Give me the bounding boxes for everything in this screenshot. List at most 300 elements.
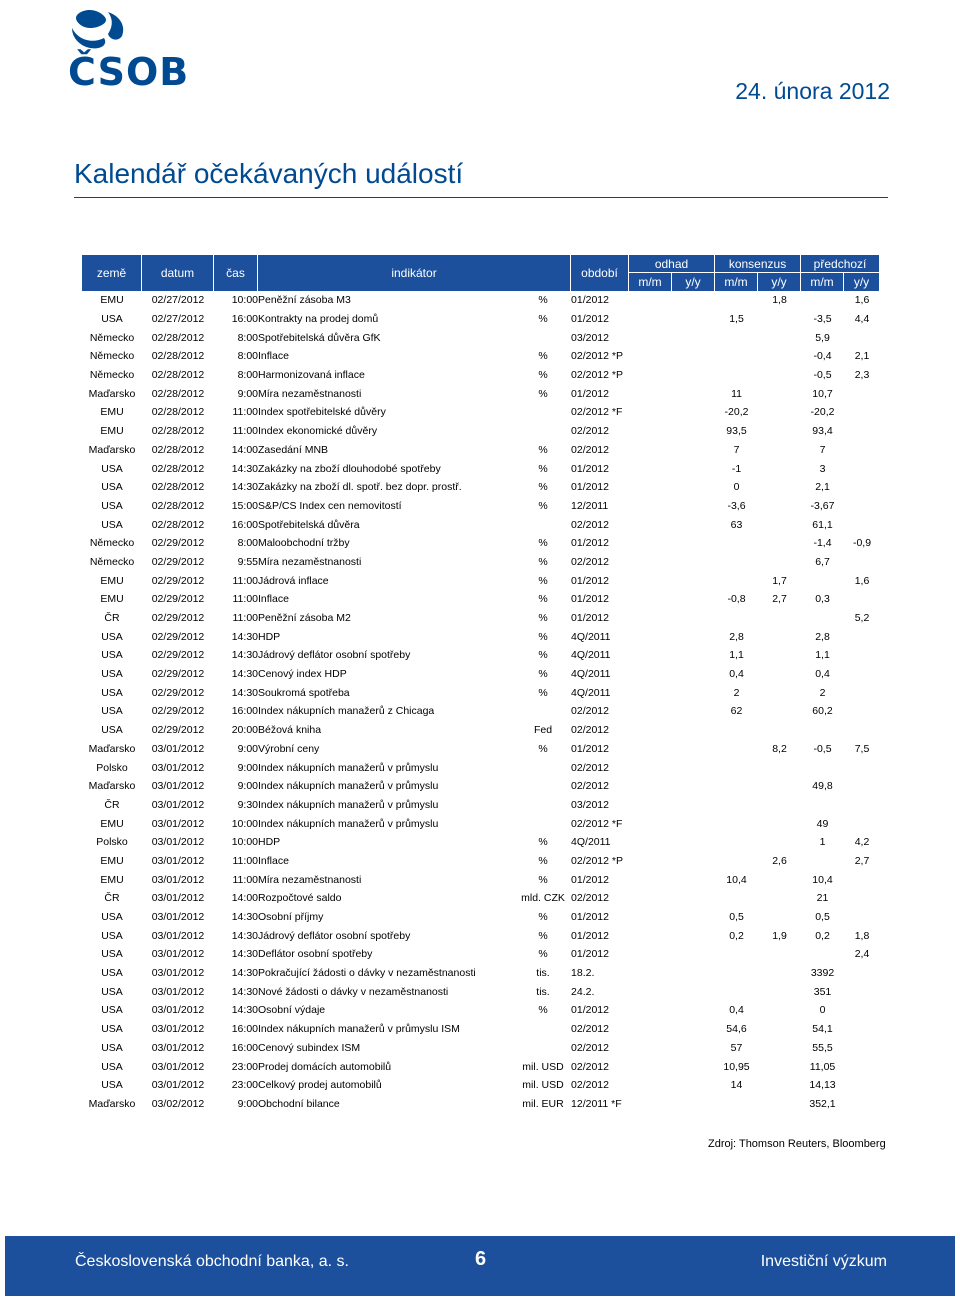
cell-date: 02/29/2012 <box>151 555 205 568</box>
cell-time: 14:30 <box>231 649 258 662</box>
cell-indicator: Spotřebitelská důvěra <box>258 518 360 531</box>
cell-previous-mm: 49,8 <box>812 780 833 793</box>
cell-unit: % <box>538 649 548 662</box>
cell-date: 02/28/2012 <box>151 369 205 382</box>
cell-previous-yy <box>844 515 880 534</box>
cell-indicator: Jádrový deflátor osobní spotřeby <box>258 929 411 942</box>
table-row <box>82 441 880 460</box>
cell-period: 12/2011 *F <box>571 1097 622 1110</box>
cell-estimate-yy <box>672 291 715 310</box>
cell-indicator: Inflace <box>258 350 289 363</box>
cell-country: ČR <box>104 892 120 905</box>
cell-period: 01/2012 <box>571 742 609 755</box>
cell-previous-yy: 2,1 <box>854 350 870 363</box>
cell-country: EMU <box>100 294 124 307</box>
cell-date: 02/28/2012 <box>151 387 205 400</box>
cell-estimate-yy <box>672 627 715 646</box>
cell-country: Maďarsko <box>88 1097 136 1110</box>
cell-previous-mm: 3 <box>819 462 826 475</box>
cell-previous-mm: -0,4 <box>813 350 832 363</box>
cell-consensus-mm <box>715 814 758 833</box>
cell-consensus-mm <box>715 571 758 590</box>
cell-estimate-yy <box>672 497 715 516</box>
table-row <box>82 515 880 534</box>
cell-time: 16:00 <box>231 1023 258 1036</box>
cell-estimate-yy <box>672 758 715 777</box>
cell-date: 02/28/2012 <box>151 443 205 456</box>
table-row <box>82 889 880 908</box>
cell-unit: % <box>538 350 548 363</box>
cell-time: 14:30 <box>231 929 258 942</box>
cell-period: 02/2012 *F <box>571 406 623 419</box>
cell-consensus-mm: 57 <box>730 1041 743 1054</box>
cell-previous-mm: 1,1 <box>815 649 830 662</box>
cell-country: Německo <box>89 369 135 382</box>
footer-department: Investiční výzkum <box>760 1253 887 1270</box>
cell-period: 01/2012 <box>571 873 609 886</box>
cell-previous-mm <box>801 796 844 815</box>
cell-consensus-mm <box>715 758 758 777</box>
cell-time: 9:00 <box>237 387 258 400</box>
cell-time: 10:00 <box>231 294 258 307</box>
cell-previous-yy <box>844 403 880 422</box>
report-date: 24. února 2012 <box>735 78 890 104</box>
cell-estimate-yy <box>672 515 715 534</box>
cell-time: 9:00 <box>237 780 258 793</box>
cell-previous-mm: -0,5 <box>813 742 832 755</box>
cell-date: 03/01/2012 <box>151 780 205 793</box>
cell-unit <box>515 814 571 833</box>
cell-consensus-yy <box>758 721 801 740</box>
cell-unit <box>515 1020 571 1039</box>
cell-date: 02/29/2012 <box>151 705 205 718</box>
cell-country: USA <box>101 481 123 494</box>
cell-consensus-yy <box>758 478 801 497</box>
cell-country: ČR <box>104 612 120 625</box>
table-row <box>82 665 880 684</box>
cell-previous-mm: 49 <box>816 817 829 830</box>
cell-date: 02/29/2012 <box>151 686 205 699</box>
cell-consensus-yy <box>758 665 801 684</box>
footer-bank-name: Československá obchodní banka, a. s. <box>75 1253 349 1270</box>
table-row <box>82 1095 880 1114</box>
cell-indicator: Pokračující žádosti o dávky v nezaměstnanosti <box>258 967 476 980</box>
table-row <box>82 403 880 422</box>
cell-consensus-yy: 1,8 <box>772 294 787 307</box>
cell-country: Německo <box>89 555 135 568</box>
cell-previous-mm: 3392 <box>810 967 835 980</box>
header-estimate-yy: y/y <box>672 272 715 291</box>
cell-previous-yy <box>844 1057 880 1076</box>
cell-country: USA <box>101 1041 123 1054</box>
page-title: Kalendář očekávaných událostí <box>74 158 464 189</box>
cell-time: 16:00 <box>231 313 258 326</box>
cell-date: 03/01/2012 <box>151 1060 205 1073</box>
cell-date: 02/27/2012 <box>151 313 205 326</box>
cell-unit: % <box>538 911 548 924</box>
cell-country: Německo <box>89 350 135 363</box>
cell-date: 03/01/2012 <box>151 798 205 811</box>
cell-estimate-yy <box>672 740 715 759</box>
cell-consensus-mm <box>715 889 758 908</box>
cell-time: 14:30 <box>231 481 258 494</box>
cell-indicator: Zakázky na zboží dl. spotř. bez dopr. prostř. <box>258 481 462 494</box>
cell-period: 01/2012 <box>571 612 609 625</box>
cell-time: 11:00 <box>232 425 258 438</box>
cell-estimate-mm <box>629 422 672 441</box>
cell-estimate-yy <box>672 702 715 721</box>
cell-country: USA <box>101 649 123 662</box>
cell-estimate-mm <box>629 571 672 590</box>
header-consensus-mm: m/m <box>715 272 758 291</box>
cell-previous-mm: 93,4 <box>812 425 833 438</box>
cell-previous-yy <box>844 627 880 646</box>
cell-estimate-mm <box>629 366 672 385</box>
cell-estimate-yy <box>672 908 715 927</box>
table-row <box>82 814 880 833</box>
table-row <box>82 497 880 516</box>
cell-period: 01/2012 <box>571 387 609 400</box>
header-consensus: konsenzus <box>715 255 801 272</box>
cell-previous-mm <box>801 945 844 964</box>
cell-country: Německo <box>89 537 135 550</box>
cell-date: 02/29/2012 <box>151 537 205 550</box>
cell-previous-mm: 2 <box>819 686 826 699</box>
cell-date: 02/28/2012 <box>151 406 205 419</box>
cell-period: 01/2012 <box>571 462 609 475</box>
cell-time: 9:55 <box>237 555 258 568</box>
cell-time: 14:30 <box>231 967 258 980</box>
table-row <box>82 328 880 347</box>
cell-estimate-yy <box>672 441 715 460</box>
cell-country: USA <box>101 518 123 531</box>
cell-country: USA <box>101 462 123 475</box>
cell-unit: Fed <box>533 724 553 737</box>
cell-consensus-yy <box>758 310 801 329</box>
cell-time: 23:00 <box>231 1079 258 1092</box>
events-table-body <box>82 291 880 1113</box>
cell-estimate-mm <box>629 945 672 964</box>
cell-estimate-mm <box>629 964 672 983</box>
cell-estimate-mm <box>629 833 672 852</box>
cell-previous-mm: 6,7 <box>815 555 830 568</box>
cell-indicator: Cenový subindex ISM <box>258 1041 361 1054</box>
cell-time: 8:00 <box>237 369 258 382</box>
cell-date: 03/01/2012 <box>151 854 205 867</box>
cell-estimate-mm <box>629 347 672 366</box>
cell-estimate-mm <box>629 459 672 478</box>
cell-estimate-yy <box>672 1076 715 1095</box>
header-previous: předchozí <box>801 255 880 272</box>
cell-previous-mm: 61,1 <box>812 518 833 531</box>
cell-country: USA <box>101 686 123 699</box>
cell-consensus-yy <box>758 328 801 347</box>
cell-consensus-mm: 63 <box>730 518 743 531</box>
cell-estimate-mm <box>629 721 672 740</box>
cell-consensus-yy <box>758 384 801 403</box>
cell-consensus-mm <box>715 366 758 385</box>
cell-time: 9:00 <box>237 742 258 755</box>
cell-time: 10:00 <box>231 817 258 830</box>
cell-period: 02/2012 *F <box>571 817 623 830</box>
cell-estimate-yy <box>672 347 715 366</box>
cell-consensus-yy <box>758 609 801 628</box>
cell-period: 01/2012 <box>571 1004 609 1017</box>
cell-consensus-yy <box>758 1001 801 1020</box>
cell-estimate-yy <box>672 833 715 852</box>
cell-country: Maďarsko <box>88 742 136 755</box>
cell-period: 01/2012 <box>571 537 609 550</box>
cell-estimate-yy <box>672 1057 715 1076</box>
cell-previous-yy: 1,6 <box>854 574 870 587</box>
cell-previous-yy <box>844 422 880 441</box>
cell-time: 11:00 <box>232 873 258 886</box>
cell-estimate-mm <box>629 702 672 721</box>
cell-consensus-yy <box>758 553 801 572</box>
cell-date: 02/28/2012 <box>151 425 205 438</box>
cell-estimate-mm <box>629 1039 672 1058</box>
cell-consensus-yy <box>758 497 801 516</box>
cell-consensus-mm: 0,5 <box>729 911 744 924</box>
cell-previous-yy <box>844 702 880 721</box>
cell-date: 02/29/2012 <box>151 630 205 643</box>
header-time: čas <box>214 255 258 291</box>
cell-consensus-mm <box>715 553 758 572</box>
cell-previous-mm: 10,7 <box>812 387 833 400</box>
cell-unit <box>515 1039 571 1058</box>
cell-time: 14:30 <box>231 911 258 924</box>
cell-unit: % <box>538 836 548 849</box>
cell-estimate-yy <box>672 403 715 422</box>
cell-estimate-yy <box>672 889 715 908</box>
cell-unit: % <box>538 555 548 568</box>
cell-period: 02/2012 *P <box>571 350 623 363</box>
table-row <box>82 310 880 329</box>
cell-estimate-yy <box>672 814 715 833</box>
cell-date: 03/01/2012 <box>151 1079 205 1092</box>
cell-unit: tis. <box>536 967 550 980</box>
cell-consensus-mm: -0,8 <box>727 593 746 606</box>
cell-consensus-yy <box>758 1095 801 1114</box>
cell-date: 02/28/2012 <box>151 481 205 494</box>
cell-unit <box>515 702 571 721</box>
cell-previous-yy <box>844 478 880 497</box>
cell-previous-yy <box>844 964 880 983</box>
cell-time: 14:00 <box>231 443 258 456</box>
cell-unit <box>515 758 571 777</box>
cell-consensus-mm: 0,4 <box>729 1004 744 1017</box>
cell-estimate-mm <box>629 384 672 403</box>
cell-unit <box>515 777 571 796</box>
cell-previous-yy <box>844 721 880 740</box>
cell-previous-mm: 0,2 <box>815 929 830 942</box>
cell-unit: tis. <box>536 985 550 998</box>
cell-time: 14:30 <box>231 462 258 475</box>
table-row <box>82 833 880 852</box>
cell-time: 20:00 <box>231 724 258 737</box>
cell-consensus-yy <box>758 534 801 553</box>
cell-estimate-yy <box>672 964 715 983</box>
cell-previous-yy <box>844 553 880 572</box>
cell-previous-yy: 7,5 <box>854 742 870 755</box>
cell-indicator: Béžová kniha <box>258 724 322 737</box>
cell-previous-yy <box>844 814 880 833</box>
cell-previous-mm: 54,1 <box>812 1023 833 1036</box>
cell-time: 8:00 <box>237 537 258 550</box>
cell-unit <box>515 796 571 815</box>
cell-date: 03/01/2012 <box>151 967 205 980</box>
cell-consensus-yy <box>758 441 801 460</box>
header-previous-yy: y/y <box>844 272 880 291</box>
cell-estimate-yy <box>672 683 715 702</box>
cell-previous-mm: 352,1 <box>809 1097 836 1110</box>
cell-unit: % <box>538 1004 548 1017</box>
cell-previous-yy: 4,2 <box>854 836 870 849</box>
cell-consensus-mm <box>715 945 758 964</box>
cell-estimate-yy <box>672 777 715 796</box>
cell-date: 03/01/2012 <box>151 873 205 886</box>
cell-consensus-mm <box>715 796 758 815</box>
cell-estimate-yy <box>672 422 715 441</box>
cell-previous-yy <box>844 908 880 927</box>
cell-date: 02/28/2012 <box>151 499 205 512</box>
cell-unit: % <box>538 929 548 942</box>
cell-unit: % <box>538 294 548 307</box>
table-row <box>82 964 880 983</box>
logo-text: ČSOB <box>68 50 190 94</box>
cell-consensus-mm: 0 <box>733 481 740 494</box>
cell-time: 10:00 <box>231 836 258 849</box>
cell-indicator: S&P/CS Index cen nemovitostí <box>258 499 402 512</box>
cell-estimate-yy <box>672 478 715 497</box>
cell-previous-mm <box>801 571 844 590</box>
cell-indicator: Cenový index HDP <box>258 668 347 681</box>
cell-estimate-mm <box>629 1057 672 1076</box>
cell-unit: % <box>538 873 548 886</box>
cell-estimate-yy <box>672 665 715 684</box>
cell-period: 18.2. <box>571 967 595 980</box>
cell-consensus-yy <box>758 1020 801 1039</box>
cell-estimate-mm <box>629 646 672 665</box>
cell-consensus-mm: 7 <box>733 443 740 456</box>
cell-indicator: Zasedání MNB <box>258 443 329 456</box>
cell-previous-mm: 0,4 <box>815 668 830 681</box>
cell-indicator: Inflace <box>258 593 289 606</box>
cell-time: 14:30 <box>231 948 258 961</box>
cell-country: USA <box>101 929 123 942</box>
cell-country: USA <box>101 985 123 998</box>
header-period: období <box>571 255 629 291</box>
header-indicator: indikátor <box>258 255 571 291</box>
table-row <box>82 366 880 385</box>
cell-indicator: Index ekonomické důvěry <box>258 425 378 438</box>
cell-unit: % <box>538 481 548 494</box>
cell-previous-yy <box>844 796 880 815</box>
cell-previous-mm: 5,9 <box>815 331 830 344</box>
cell-time: 23:00 <box>231 1060 258 1073</box>
cell-country: USA <box>101 499 123 512</box>
cell-consensus-mm <box>715 982 758 1001</box>
table-row <box>82 1076 880 1095</box>
cell-estimate-mm <box>629 1076 672 1095</box>
cell-period: 4Q/2011 <box>571 836 611 849</box>
cell-consensus-yy: 2,7 <box>772 593 787 606</box>
cell-time: 11:00 <box>232 574 258 587</box>
cell-indicator: Index nákupních manažerů v průmyslu ISM <box>258 1023 460 1036</box>
cell-unit: % <box>538 612 548 625</box>
cell-unit <box>515 328 571 347</box>
cell-consensus-mm <box>715 347 758 366</box>
table-row <box>82 796 880 815</box>
cell-previous-mm: 2,8 <box>815 630 830 643</box>
cell-time: 14:30 <box>231 630 258 643</box>
cell-previous-yy <box>844 384 880 403</box>
cell-previous-yy: 2,7 <box>854 854 870 867</box>
cell-unit: % <box>538 443 548 456</box>
cell-indicator: Míra nezaměstnanosti <box>258 873 362 886</box>
cell-unit: % <box>538 574 548 587</box>
cell-unit: % <box>538 668 548 681</box>
table-row <box>82 347 880 366</box>
cell-unit: % <box>538 462 548 475</box>
cell-estimate-mm <box>629 515 672 534</box>
cell-date: 03/01/2012 <box>151 892 205 905</box>
cell-indicator: Harmonizovaná inflace <box>258 369 365 382</box>
cell-estimate-mm <box>629 1020 672 1039</box>
cell-estimate-yy <box>672 945 715 964</box>
cell-consensus-mm: 2 <box>733 686 740 699</box>
table-row <box>82 852 880 871</box>
cell-estimate-mm <box>629 758 672 777</box>
cell-country: USA <box>101 967 123 980</box>
cell-date: 03/02/2012 <box>151 1097 205 1110</box>
cell-consensus-mm <box>715 777 758 796</box>
cell-country: Maďarsko <box>88 780 136 793</box>
cell-estimate-yy <box>672 553 715 572</box>
cell-estimate-mm <box>629 777 672 796</box>
cell-country: Polsko <box>96 836 128 849</box>
cell-unit: % <box>538 537 548 550</box>
cell-date: 02/29/2012 <box>151 612 205 625</box>
cell-consensus-yy <box>758 459 801 478</box>
cell-period: 02/2012 <box>571 780 609 793</box>
cell-estimate-mm <box>629 796 672 815</box>
cell-period: 01/2012 <box>571 313 609 326</box>
cell-estimate-mm <box>629 441 672 460</box>
header-country: země <box>82 255 142 291</box>
cell-estimate-yy <box>672 534 715 553</box>
cell-time: 9:00 <box>237 1097 258 1110</box>
cell-estimate-yy <box>672 646 715 665</box>
table-row <box>82 291 880 310</box>
table-row <box>82 571 880 590</box>
cell-date: 03/01/2012 <box>151 742 205 755</box>
cell-indicator: Soukromá spotřeba <box>258 686 350 699</box>
cell-date: 03/01/2012 <box>151 761 205 774</box>
cell-unit: % <box>538 686 548 699</box>
cell-date: 02/29/2012 <box>151 668 205 681</box>
table-row <box>82 646 880 665</box>
table-row <box>82 683 880 702</box>
cell-unit: % <box>538 593 548 606</box>
cell-indicator: Osobní příjmy <box>258 911 324 924</box>
cell-estimate-mm <box>629 1001 672 1020</box>
cell-previous-yy <box>844 1001 880 1020</box>
cell-consensus-yy <box>758 889 801 908</box>
cell-previous-yy: 4,4 <box>854 313 870 326</box>
cell-date: 03/01/2012 <box>151 985 205 998</box>
cell-consensus-mm <box>715 328 758 347</box>
